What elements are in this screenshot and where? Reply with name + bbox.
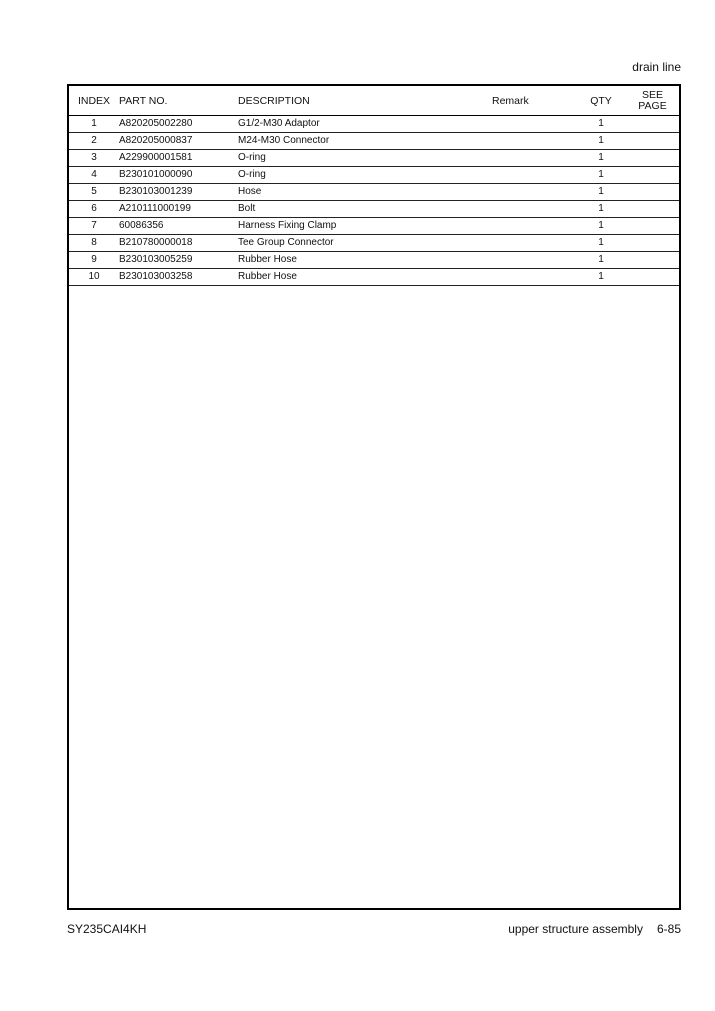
- footer-page-number: 6-85: [656, 922, 681, 936]
- table-header-row: [69, 86, 679, 116]
- table-body: [69, 116, 679, 286]
- header-see-page-line1: SEE: [641, 88, 663, 101]
- header-see-page: [626, 86, 679, 116]
- cell-index: 10: [69, 269, 119, 286]
- cell-index: 8: [69, 235, 119, 252]
- table-row: [69, 150, 679, 167]
- table-row: [69, 201, 679, 218]
- header-qty: QTY: [576, 86, 626, 116]
- table-row: [69, 235, 679, 252]
- cell-see-page: [626, 150, 679, 167]
- header-part-no: PART NO.: [119, 86, 238, 116]
- cell-description: Hose: [238, 184, 492, 201]
- table-row: [69, 269, 679, 286]
- footer-model: SY235CAI4KH: [67, 922, 147, 936]
- cell-description: G1/2-M30 Adaptor: [238, 116, 492, 133]
- cell-qty: 1: [576, 218, 626, 235]
- cell-index: 2: [69, 133, 119, 150]
- cell-qty: 1: [576, 116, 626, 133]
- cell-index: 6: [69, 201, 119, 218]
- cell-remark: [492, 184, 576, 201]
- cell-description: Rubber Hose: [238, 269, 492, 286]
- cell-part-no: B210780000018: [119, 235, 238, 252]
- header-remark: Remark: [492, 86, 576, 116]
- table-row: [69, 184, 679, 201]
- cell-remark: [492, 150, 576, 167]
- footer-section: upper structure assembly: [508, 922, 643, 936]
- cell-description: O-ring: [238, 167, 492, 184]
- cell-remark: [492, 116, 576, 133]
- table-row: [69, 167, 679, 184]
- cell-remark: [492, 269, 576, 286]
- cell-index: 3: [69, 150, 119, 167]
- cell-index: 4: [69, 167, 119, 184]
- cell-description: Bolt: [238, 201, 492, 218]
- cell-index: 7: [69, 218, 119, 235]
- cell-remark: [492, 167, 576, 184]
- cell-see-page: [626, 252, 679, 269]
- cell-part-no: 60086356: [119, 218, 238, 235]
- cell-remark: [492, 252, 576, 269]
- cell-qty: 1: [576, 235, 626, 252]
- cell-see-page: [626, 269, 679, 286]
- footer-right: [508, 922, 681, 936]
- cell-part-no: B230101000090: [119, 167, 238, 184]
- cell-part-no: B230103003258: [119, 269, 238, 286]
- cell-qty: 1: [576, 167, 626, 184]
- cell-index: 9: [69, 252, 119, 269]
- cell-description: Harness Fixing Clamp: [238, 218, 492, 235]
- table-row: [69, 218, 679, 235]
- cell-part-no: A229900001581: [119, 150, 238, 167]
- cell-qty: 1: [576, 252, 626, 269]
- cell-index: 5: [69, 184, 119, 201]
- table-row: [69, 116, 679, 133]
- cell-remark: [492, 133, 576, 150]
- header-see-page-line2: PAGE: [638, 99, 667, 112]
- header-index: INDEX: [69, 86, 119, 116]
- cell-see-page: [626, 167, 679, 184]
- section-title: drain line: [632, 60, 681, 74]
- cell-remark: [492, 201, 576, 218]
- cell-see-page: [626, 133, 679, 150]
- cell-part-no: B230103005259: [119, 252, 238, 269]
- table-row: [69, 133, 679, 150]
- cell-qty: 1: [576, 201, 626, 218]
- cell-index: 1: [69, 116, 119, 133]
- cell-qty: 1: [576, 269, 626, 286]
- cell-description: Tee Group Connector: [238, 235, 492, 252]
- cell-see-page: [626, 235, 679, 252]
- cell-see-page: [626, 184, 679, 201]
- cell-see-page: [626, 116, 679, 133]
- cell-qty: 1: [576, 133, 626, 150]
- cell-see-page: [626, 218, 679, 235]
- cell-description: O-ring: [238, 150, 492, 167]
- cell-description: Rubber Hose: [238, 252, 492, 269]
- cell-remark: [492, 218, 576, 235]
- cell-see-page: [626, 201, 679, 218]
- cell-part-no: A820205002280: [119, 116, 238, 133]
- cell-part-no: A820205000837: [119, 133, 238, 150]
- parts-table: [69, 86, 679, 286]
- cell-qty: 1: [576, 150, 626, 167]
- table-row: [69, 252, 679, 269]
- cell-description: M24-M30 Connector: [238, 133, 492, 150]
- cell-part-no: A210111000199: [119, 201, 238, 218]
- parts-list-frame: [67, 84, 681, 910]
- cell-qty: 1: [576, 184, 626, 201]
- cell-part-no: B230103001239: [119, 184, 238, 201]
- cell-remark: [492, 235, 576, 252]
- header-description: DESCRIPTION: [238, 86, 492, 116]
